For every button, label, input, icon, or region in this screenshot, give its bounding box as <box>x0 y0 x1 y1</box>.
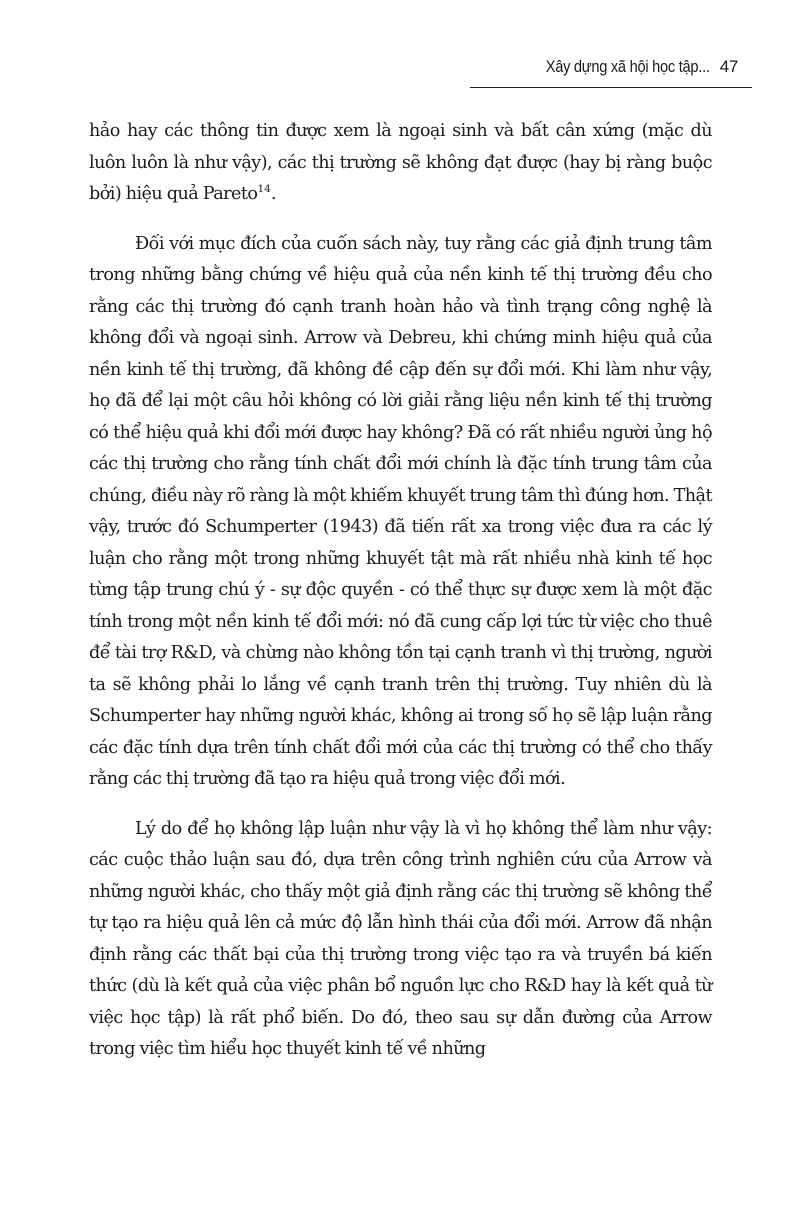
paragraph-2-text: Đối với mục đích của cuốn sách này, tuy rằng các giả định trung tâm trong những bằng chứng về hiệu quả của nền kinh tế thị trường đều cho rằng các thị trường đó cạnh tranh hoàn hảo và tình trạng công nghệ là không đổi và ngoại sinh. Arrow và Debreu, khi chứng minh hiệu quả của nền kinh tế thị trường, đã không đề cập đến sự đổi mới. Khi làm như vậy, họ đã để lại một câu hỏi không có lời giải rằng liệu nền kinh tế thị trường có thể hiệu quả khi đổi mới được hay không? Đã có rất nhiều người ủng hộ các thị trường cho rằng tính chất đổi mới chính là đặc tính trung tâm của chúng, điều này rõ ràng là một khiếm khuyết trung tâm thì đúng hơn. Thật vậy, trước đó Schumperter (1943) đã tiến rất xa trong việc đưa ra các lý luận cho rằng một trong những khuyết tật mà rất nhiều nhà kinh tế học từng tập trung chú ý - sự độc quyền - có thể thực sự được xem là một đặc tính trong một nền kinh tế đổi mới: nó đã cung cấp lợi tức từ việc cho thuê để tài trợ R&D, và chừng nào không tồn tại cạnh tranh vì thị trường, người ta sẽ không phải lo lắng về cạnh tranh trên thị trường. Tuy nhiên dù là Schumperter hay những người khác, không ai trong số họ sẽ lập luận rằng các đặc tính dựa trên tính chất đổi mới của các thị trường có thể cho thấy rằng các thị trường đã tạo ra hiệu quả trong việc đổi mới. <box>89 233 712 789</box>
header-title: Xây dựng xã hội học tập... <box>545 57 710 76</box>
paragraph-3 <box>89 814 712 1066</box>
paragraph-1 <box>89 116 712 211</box>
paragraph-1-text: hảo hay các thông tin được xem là ngoại sinh và bất cân xứng (mặc dù luôn luôn là như vậy), các thị trường sẽ không đạt được (hay bị ràng buộc bởi) hiệu quả Pareto <box>89 121 712 204</box>
footnote-reference: 14 <box>257 183 271 196</box>
paragraph-3-text: Lý do để họ không lập luận như vậy là vì họ không thể làm như vậy: các cuộc thảo luận sau đó, dựa trên công trình nghiên cứu của Arrow và những người khác, cho thấy một giả định rằng các thị trường sẽ không thể tự tạo ra hiệu quả lên cả mức độ lẫn hình thái của đổi mới. Arrow đã nhận định rằng các thất bại của thị trường trong việc tạo ra và truyền bá kiến thức (dù là kết quả của việc phân bổ nguồn lực cho R&D hay là kết quả từ việc học tập) là rất phổ biến. Do đó, theo sau sự dẫn đường của Arrow trong việc tìm hiểu học thuyết kinh tế về những <box>89 818 712 1059</box>
paragraph-1-tail: . <box>270 184 276 204</box>
running-header <box>470 54 752 88</box>
body-text <box>89 116 712 1084</box>
page-number: 47 <box>719 57 738 76</box>
paragraph-2 <box>89 229 712 796</box>
